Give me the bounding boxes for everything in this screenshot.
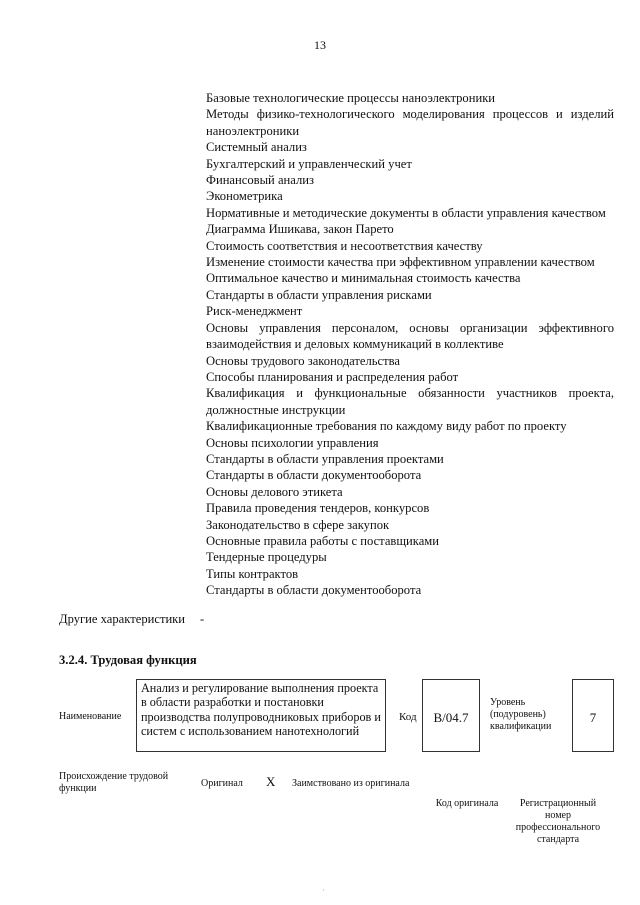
knowledge-item: Базовые технологические процессы наноэлектроники [206, 91, 496, 105]
knowledge-item: Основы делового этикета [206, 484, 343, 499]
knowledge-item: Квалификация и функциональные обязанности участников проекта, должностные инструкции [206, 386, 614, 417]
section-title: 3.2.4. Трудовая функция [59, 653, 197, 667]
origin-label: Происхождение трудовой функции [59, 771, 169, 794]
knowledge-item: Основные правила работы с поставщиками [206, 533, 440, 548]
knowledge-item: Финансовый анализ [206, 173, 314, 188]
page-number: 13 [314, 38, 326, 52]
knowledge-item: Стоимость соответствия и несоответствия качеству [206, 238, 483, 253]
knowledge-item: Бухгалтерский и управленческий учет [206, 156, 412, 171]
knowledge-item: Стандарты в области управления рисками [206, 287, 432, 302]
knowledge-item: Основы трудового законодательства [206, 353, 400, 368]
code-original-label: Код оригинала [435, 798, 499, 809]
knowledge-item: Эконометрика [206, 189, 283, 204]
knowledge-item: Тендерные процедуры [206, 550, 327, 565]
knowledge-item: Системный анализ [206, 140, 307, 155]
other-characteristics-value: - [200, 612, 205, 626]
knowledge-item: Стандарты в области документооборота [206, 583, 422, 598]
knowledge-item: Типы контрактов [206, 566, 299, 581]
knowledge-item: Методы физико-технологического моделирования процессов и изделий наноэлектроники [206, 107, 614, 138]
qualification-level-label: Уровень (подуровень) квалификации [490, 697, 552, 732]
knowledge-item: Основы психологии управления [206, 435, 379, 450]
knowledge-item: Нормативные и методические документы в области управления качеством [206, 205, 606, 220]
knowledge-item: Стандарты в области управления проектами [206, 451, 444, 466]
knowledge-item: Законодательство в сфере закупок [206, 517, 390, 532]
knowledge-item: Стандарты в области документооборота [206, 468, 422, 483]
knowledge-list [206, 90, 614, 599]
original-label: Оригинал [201, 778, 243, 789]
original-mark: X [266, 774, 276, 789]
qualification-level-value: 7 [572, 679, 614, 752]
other-characteristics-label: Другие характеристики [59, 612, 186, 626]
knowledge-item: Риск-менеджмент [206, 304, 303, 319]
borrowed-label: Заимствовано из оригинала [292, 778, 410, 789]
name-label: Наименование [59, 711, 122, 722]
knowledge-item: Способы планирования и распределения работ [206, 369, 459, 384]
knowledge-item: Квалификационные требования по каждому виду работ по проекту [206, 419, 567, 434]
knowledge-item: Оптимальное качество и минимальная стоимость качества [206, 271, 521, 286]
knowledge-item: Основы управления персоналом, основы организации эффективного взаимодействия и деловых коммуникаций в коллективе [206, 320, 614, 352]
registration-number-label: Регистрационный номер профессионального стандарта [515, 798, 601, 845]
knowledge-item: Диаграмма Ишикава, закон Парето [206, 222, 394, 237]
code-label: Код [399, 711, 417, 723]
knowledge-item: Изменение стоимости качества при эффективном управлении качеством [206, 255, 595, 270]
footer-mark: · [322, 886, 325, 895]
knowledge-item: Правила проведения тендеров, конкурсов [206, 501, 430, 516]
function-name-value: Анализ и регулирование выполнения проекта в области разработки и постановки производства полупроводниковых приборов и систем с использованием нанотехнологий [136, 679, 386, 752]
code-value: B/04.7 [422, 679, 480, 752]
